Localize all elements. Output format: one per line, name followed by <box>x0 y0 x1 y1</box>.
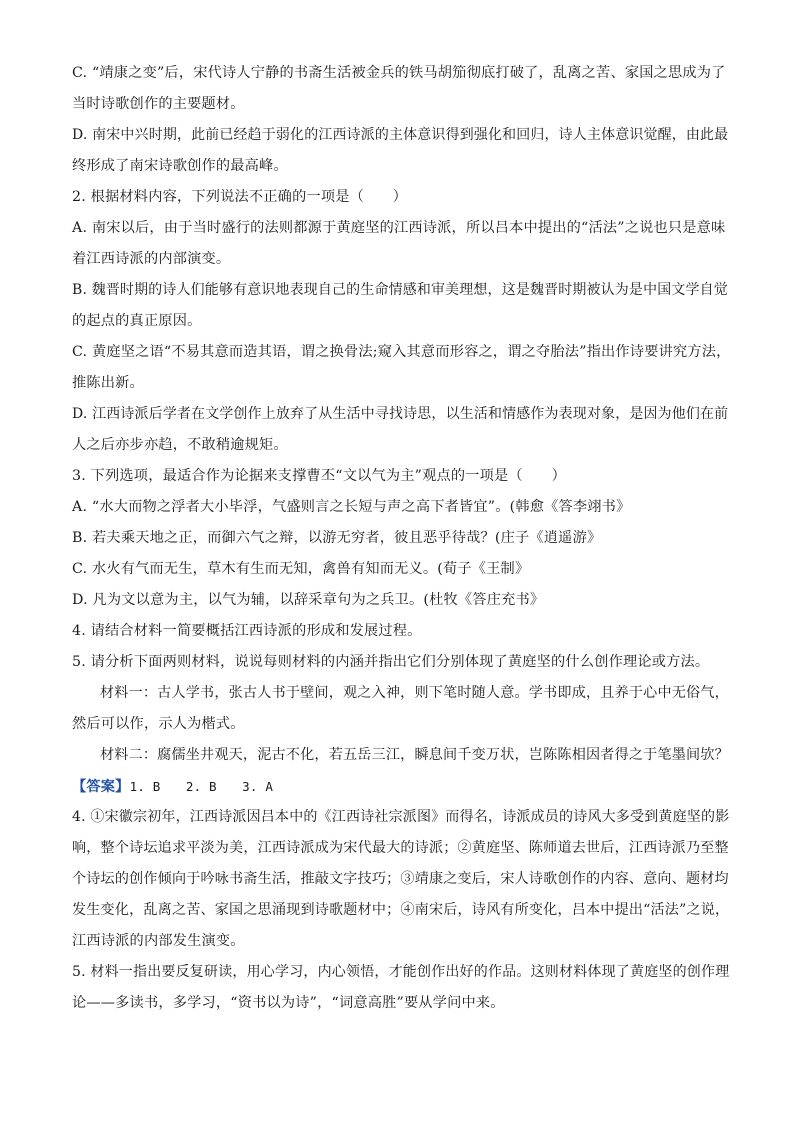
q2-option-b-line-1: B. 魏晋时期的诗人们能够有意识地表现自己的生命情感和审美理想，这是魏晋时期被认为是中国文学自觉 <box>72 282 728 298</box>
q2-option-d-line-2: 人之后亦步亦趋，不敢稍逾规矩。 <box>72 437 288 453</box>
q3-option-a: A. “水大而物之浮者大小毕浮，气盛则言之长短与声之高下者皆宜”。(韩愈《答李翊书》 <box>72 499 631 515</box>
option-c-line-1: C. “靖康之变”后，宋代诗人宁静的书斋生活被金兵的铁马胡笳彻底打破了，乱离之苦、家国之思成为了 <box>72 65 726 81</box>
answer-tag: 【答案】 <box>72 779 130 795</box>
q2-option-a-line-2: 着江西诗派的内部演变。 <box>72 251 231 267</box>
q3-option-d: D. 凡为文以意为主，以气为辅，以辞采章句为之兵卫。(杜牧《答庄充书》 <box>72 592 545 608</box>
option-d-line-2: 终形成了南宋诗歌创作的最高峰。 <box>72 158 288 174</box>
answer-4-line-5: 江西诗派的内部发生演变。 <box>72 933 245 949</box>
question-4: 4. 请结合材料一简要概括江西诗派的形成和发展过程。 <box>72 623 422 639</box>
answer-4-line-2: 响，整个诗坛追求平淡为美，江西诗派成为宋代最大的诗派；②黄庭坚、陈师道去世后，江西诗派乃至整 <box>72 840 729 856</box>
q2-option-b-line-2: 的起点的真正原因。 <box>72 313 202 329</box>
answer-line <box>72 771 732 802</box>
answer-values: 1. B 2. B 3. A <box>129 779 274 794</box>
answer-4-line-1: 4. ①宋徽宗初年，江西诗派因吕本中的《江西诗社宗派图》而得名，诗派成员的诗风大多受到黄庭坚的影 <box>72 809 730 825</box>
answer-5-line-1: 5. 材料一指出要反复研读，用心学习，内心领悟，才能创作出好的作品。这则材料体现了黄庭坚的创作理 <box>72 964 730 980</box>
option-c-line-2: 当时诗歌创作的主要题材。 <box>72 96 245 112</box>
answer-4-line-4: 发生变化，乱离之苦、家国之思涌现到诗歌题材中；④南宋后，诗风有所变化，吕本中提出“活法”之说， <box>72 902 730 918</box>
document-page <box>72 58 732 1019</box>
material-1-line-2: 然后可以作，示人为楷式。 <box>72 716 245 732</box>
q2-option-c-line-2: 推陈出新。 <box>72 375 144 391</box>
question-5: 5. 请分析下面两则材料，说说每则材料的内涵并指出它们分别体现了黄庭坚的什么创作理论或方法。 <box>72 654 710 670</box>
q2-option-c-line-1: C. 黄庭坚之语“不易其意而造其语，谓之换骨法;窥入其意而形容之，谓之夺胎法”指出作诗要讲究方法， <box>72 344 731 360</box>
q2-option-d-line-1: D. 江西诗派后学者在文学创作上放弃了从生活中寻找诗思，以生活和情感作为表现对象，是因为他们在前 <box>72 406 729 422</box>
answer-5-line-2: 论——多读书，多学习，“资书以为诗”，“词意高胜”要从学问中来。 <box>72 995 505 1011</box>
q2-option-a-line-1: A. 南宋以后，由于当时盛行的法则都源于黄庭坚的江西诗派，所以吕本中提出的“活法”之说也只是意味 <box>72 220 726 236</box>
answer-4-line-3: 个诗坛的创作倾向于吟咏书斋生活，推敲文字技巧；③靖康之变后，宋人诗歌创作的内容、意向、题材均 <box>72 871 729 887</box>
question-3: 3. 下列选项，最适合作为论据来支撑曹丕“文以气为主”观点的一项是（ ） <box>72 468 566 484</box>
q3-option-c: C. 水火有气而无生，草木有生而无知，禽兽有知而无义。(荀子《王制》 <box>72 561 530 577</box>
material-1-line-1: 材料一：古人学书，张古人书于壁间，观之入神，则下笔时随人意。学书即成，且养于心中无俗气， <box>100 685 729 701</box>
option-d-line-1: D. 南宋中兴时期，此前已经趋于弱化的江西诗派的主体意识得到强化和回归，诗人主体意识觉醒，由此最 <box>72 127 729 143</box>
question-2: 2. 根据材料内容，下列说法不正确的一项是（ ） <box>72 189 408 205</box>
material-2: 材料二：腐儒坐井观天，泥古不化，若五岳三江，瞬息间千变万状，岂陈陈相因者得之于笔墨间欤？ <box>100 747 729 763</box>
q3-option-b: B. 若夫乘天地之正，而御六气之辩，以游无穷者，彼且恶乎待哉？(庄子《逍遥游》 <box>72 530 602 546</box>
